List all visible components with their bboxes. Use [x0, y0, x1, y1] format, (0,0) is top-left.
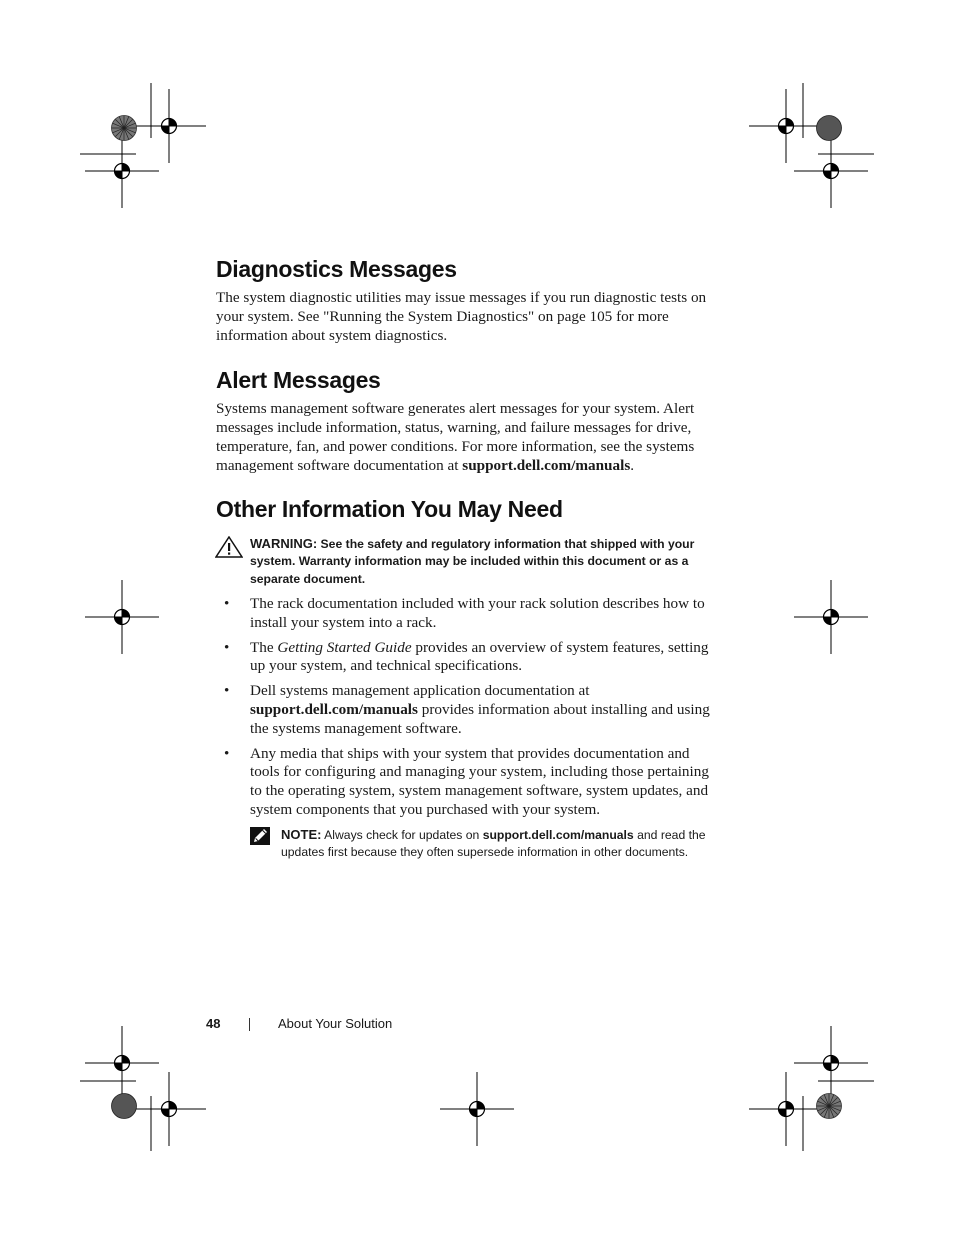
- color-wheel-mark: [817, 1094, 842, 1119]
- bullet-marker: •: [224, 744, 230, 762]
- chapter-title: About Your Solution: [278, 1016, 393, 1031]
- registration-mark: [132, 1072, 206, 1146]
- list-item: [216, 595, 716, 633]
- bullet-marker: •: [224, 682, 230, 700]
- list-item: [216, 682, 716, 738]
- alert-section: [216, 367, 716, 475]
- page-footer: [206, 1014, 506, 1034]
- note-label: NOTE:: [281, 826, 322, 842]
- support-link[interactable]: support.dell.com/manuals: [250, 701, 418, 719]
- section-heading: Other Information You May Need: [216, 495, 563, 522]
- diagnostics-section: [216, 256, 716, 345]
- color-wheel-mark: [817, 116, 842, 141]
- list-item-text: provides an overview of system features, setting up your system, and technical specifications.: [250, 638, 709, 675]
- guide-title: Getting Started Guide: [277, 638, 412, 656]
- warning-label: WARNING:: [250, 535, 318, 551]
- body-text: Systems management software generates alert messages for your system. Alert messages include information, status, warning, and failure messages for drive, temperature, fan, and power conditions. For more information, see the systems management software documentation at: [216, 400, 695, 474]
- registration-mark: [794, 580, 868, 654]
- registration-mark: [749, 1072, 823, 1146]
- list-item-text: provides information about installing and using the systems management software.: [250, 701, 710, 737]
- warning-callout: [216, 535, 716, 589]
- bullet-marker: •: [224, 595, 230, 613]
- list-item-text: The rack documentation included with your rack solution describes how to install your system into a rack.: [250, 595, 705, 631]
- section-heading: Alert Messages: [216, 367, 381, 394]
- color-wheel-mark: [112, 116, 137, 141]
- support-link[interactable]: support.dell.com/manuals: [482, 827, 634, 842]
- registration-mark: [85, 580, 159, 654]
- other-information-section: [216, 496, 716, 862]
- list-item-text: Dell systems management application documentation at: [250, 682, 590, 700]
- support-link[interactable]: support.dell.com/manuals: [462, 456, 631, 474]
- registration-mark: [794, 1026, 868, 1100]
- registration-mark: [85, 1026, 159, 1100]
- warning-triangle-icon: [215, 536, 243, 558]
- list-item: [216, 745, 716, 820]
- page-content: [216, 256, 716, 862]
- resource-list: [216, 595, 716, 820]
- note-text: and read the updates first because they often supersede information in other documents.: [281, 827, 706, 860]
- note-text: Always check for updates on: [321, 827, 483, 842]
- note-callout: [250, 826, 716, 862]
- list-item-text: The: [250, 638, 278, 656]
- footer-divider: [249, 1018, 250, 1031]
- note-pencil-icon: [250, 827, 270, 845]
- section-body: The system diagnostic utilities may issue messages if you run diagnostic tests on your system. See "Running the System Diagnostics" on page 105 for more information about system diagnostics.: [216, 289, 707, 344]
- registration-mark: [749, 89, 823, 163]
- section-heading: Diagnostics Messages: [216, 256, 457, 282]
- registration-mark: [794, 134, 868, 208]
- list-item: [216, 639, 716, 677]
- list-item-text: Any media that ships with your system that provides documentation and tools for configuring and managing your system, including those pertaining to the operating system, system management software, system updates, and system components that you purchased with your system.: [250, 744, 709, 819]
- registration-mark: [85, 134, 159, 208]
- registration-mark: [440, 1072, 514, 1146]
- bullet-marker: •: [224, 638, 230, 656]
- color-wheel-mark: [112, 1094, 137, 1119]
- body-text: .: [630, 456, 635, 474]
- warning-text: See the safety and regulatory information that shipped with your system. Warranty information may be included within this document or as a separate document.: [250, 536, 695, 586]
- page-number: 48: [206, 1016, 221, 1031]
- registration-mark: [132, 89, 206, 163]
- section-body: [216, 400, 716, 475]
